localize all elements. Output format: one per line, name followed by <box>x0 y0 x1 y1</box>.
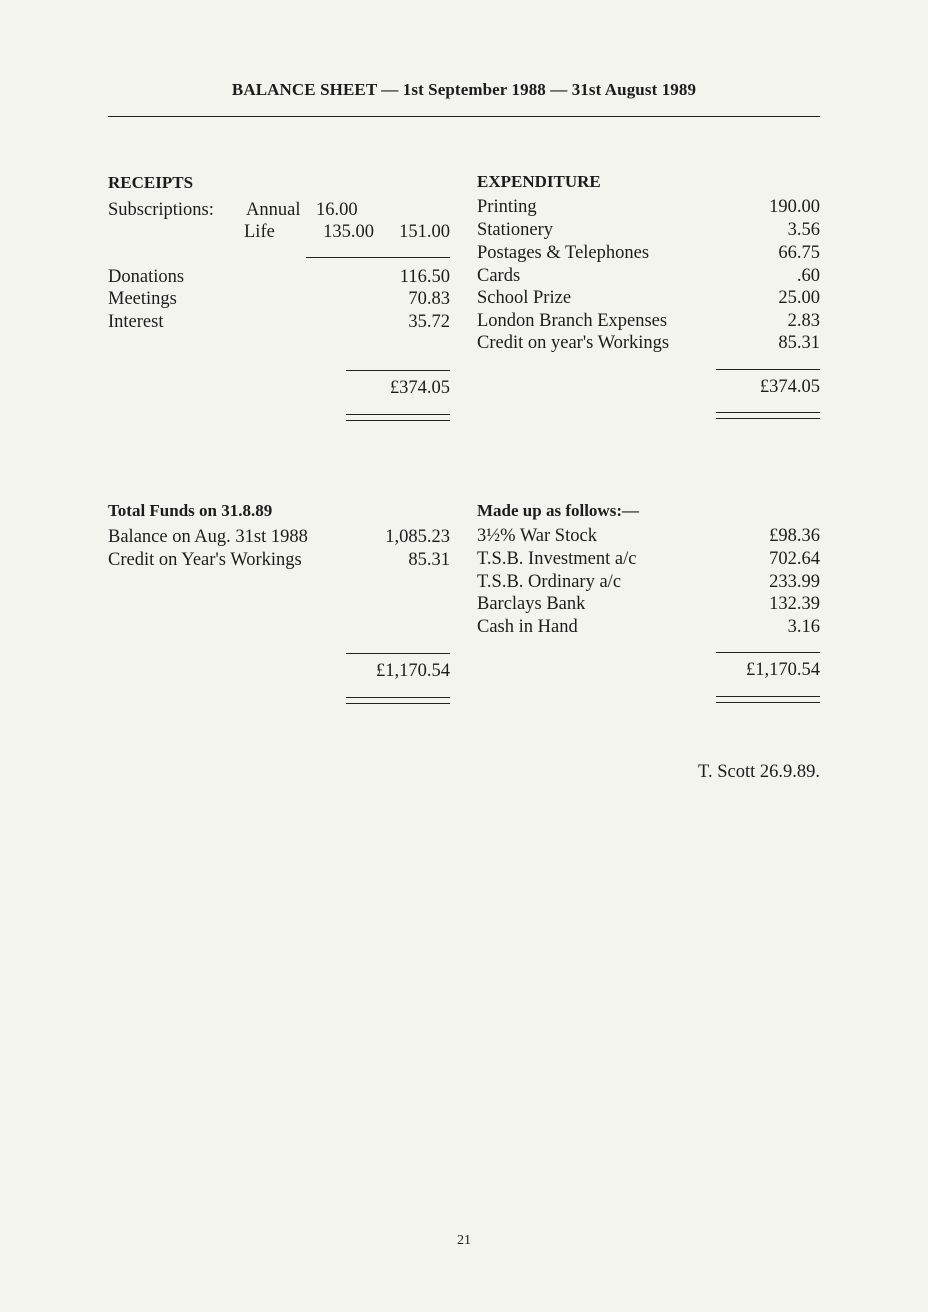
funds-heading: Total Funds on 31.8.89 <box>108 501 273 520</box>
expenditure-total-rule <box>716 369 820 370</box>
funds-item-value: 1,085.23 <box>385 527 450 547</box>
life-value: 135.00 <box>323 222 374 242</box>
made-up-total-rule <box>716 652 820 653</box>
receipts-heading: RECEIPTS <box>108 173 194 192</box>
expenditure-item-value: 25.00 <box>778 288 820 308</box>
expenditure-item-value: 85.31 <box>778 333 820 353</box>
receipts-double-rule-bottom <box>346 420 450 421</box>
expenditure-item-label: London Branch Expenses <box>477 311 668 331</box>
funds-total: £1,170.54 <box>376 661 450 681</box>
funds-item-label: Balance on Aug. 31st 1988 <box>108 527 308 547</box>
made-up-item-label: T.S.B. Investment a/c <box>477 549 637 569</box>
expenditure-item-value: 66.75 <box>778 243 820 263</box>
made-up-item-label: Barclays Bank <box>477 594 586 614</box>
made-up-item-value: £98.36 <box>769 526 820 546</box>
expenditure-item-value: 190.00 <box>769 197 820 217</box>
expenditure-total: £374.05 <box>759 377 820 397</box>
made-up-item-label: Cash in Hand <box>477 617 578 637</box>
funds-double-rule-bottom <box>346 703 450 704</box>
receipt-item-value: 116.50 <box>399 267 450 287</box>
receipts-total: £374.05 <box>389 378 450 398</box>
made-up-double-rule-top <box>716 696 820 697</box>
expenditure-item-label: Credit on year's Workings <box>477 333 670 353</box>
expenditure-double-rule-top <box>716 412 820 413</box>
made-up-item-value: 233.99 <box>769 572 820 592</box>
made-up-double-rule-bottom <box>716 702 820 703</box>
made-up-item-value: 3.16 <box>787 617 820 637</box>
receipts-total-rule <box>346 370 450 371</box>
made-up-item-value: 132.39 <box>769 594 820 614</box>
made-up-item-label: 3½% War Stock <box>477 526 597 546</box>
receipts-double-rule-top <box>346 414 450 415</box>
expenditure-item-value: 3.56 <box>787 220 820 240</box>
expenditure-double-rule-bottom <box>716 418 820 419</box>
made-up-total: £1,170.54 <box>746 660 820 680</box>
expenditure-item-value: 2.83 <box>787 311 820 331</box>
signature: T. Scott 26.9.89. <box>698 762 820 782</box>
subscriptions-total: 151.00 <box>399 222 450 242</box>
made-up-item-value: 702.64 <box>769 549 820 569</box>
funds-item-value: 85.31 <box>408 550 450 570</box>
funds-double-rule-top <box>346 697 450 698</box>
page-title: BALANCE SHEET — 1st September 1988 — 31st August 1989 <box>231 80 697 99</box>
expenditure-item-label: Cards <box>477 266 521 286</box>
receipt-item-value: 70.83 <box>408 289 450 309</box>
made-up-heading: Made up as follows:— <box>477 501 639 520</box>
expenditure-item-label: Stationery <box>477 220 554 240</box>
receipt-item-value: 35.72 <box>408 312 450 332</box>
subscriptions-rule <box>306 257 450 258</box>
subscriptions-label: Subscriptions: <box>108 200 214 220</box>
receipt-item-label: Interest <box>108 312 164 332</box>
annual-label: Annual <box>246 200 301 220</box>
expenditure-item-label: Postages & Telephones <box>477 243 650 263</box>
expenditure-item-label: Printing <box>477 197 537 217</box>
page-number: 21 <box>457 1233 471 1248</box>
annual-value: 16.00 <box>316 200 358 220</box>
expenditure-heading: EXPENDITURE <box>477 172 601 191</box>
life-label: Life <box>244 222 275 242</box>
funds-item-label: Credit on Year's Workings <box>108 550 302 570</box>
made-up-item-label: T.S.B. Ordinary a/c <box>477 572 622 592</box>
title-rule <box>108 116 820 117</box>
receipt-item-label: Donations <box>108 267 185 287</box>
funds-total-rule <box>346 653 450 654</box>
receipt-item-label: Meetings <box>108 289 177 309</box>
expenditure-item-label: School Prize <box>477 288 572 308</box>
expenditure-item-value: .60 <box>796 266 820 286</box>
